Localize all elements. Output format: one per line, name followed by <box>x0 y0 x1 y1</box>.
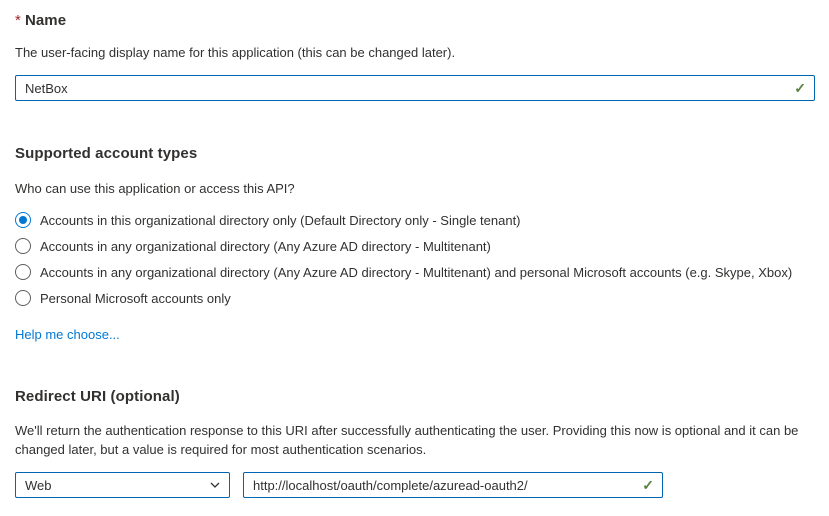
redirect-uri-input[interactable] <box>253 478 636 493</box>
radio-label: Accounts in any organizational directory (Any Azure AD directory - Multitenant) <box>40 238 491 254</box>
name-input-container <box>15 75 815 101</box>
radio-label: Personal Microsoft accounts only <box>40 290 231 306</box>
redirect-uri-title: Redirect URI (optional) <box>15 388 180 405</box>
help-me-choose-link[interactable]: Help me choose... <box>15 327 120 342</box>
valid-check-icon: ✓ <box>642 477 654 493</box>
platform-select[interactable] <box>15 472 230 498</box>
redirect-uri-input-container <box>243 472 663 498</box>
redirect-uri-description: We'll return the authentication response to this URI after successfully authenticating the user. Providing this now is optional and it can be changed later, but a value is required for most authentication scenarios. <box>15 423 799 457</box>
radio-label: Accounts in this organizational directory only (Default Directory only - Single tenant) <box>40 212 521 228</box>
account-types-question: Who can use this application or access this API? <box>15 181 295 196</box>
radio-button-icon[interactable] <box>15 212 31 228</box>
radio-multitenant-personal[interactable] <box>15 259 815 285</box>
name-field-label <box>15 12 815 29</box>
platform-select-value: Web <box>25 477 52 493</box>
radio-single-tenant[interactable] <box>15 207 815 233</box>
radio-button-icon[interactable] <box>15 290 31 306</box>
redirect-uri-row <box>15 472 815 498</box>
account-types-title: Supported account types <box>15 145 198 162</box>
name-input[interactable] <box>25 81 788 96</box>
account-types-radio-group <box>15 207 815 311</box>
required-asterisk: * <box>15 12 21 29</box>
radio-button-icon[interactable] <box>15 238 31 254</box>
name-label-text: Name <box>24 12 67 29</box>
radio-button-icon[interactable] <box>15 264 31 280</box>
radio-multitenant[interactable] <box>15 233 815 259</box>
chevron-down-icon <box>209 479 221 491</box>
radio-personal-only[interactable] <box>15 285 815 311</box>
name-field-description: The user-facing display name for this application (this can be changed later). <box>15 45 456 60</box>
valid-check-icon: ✓ <box>794 80 806 96</box>
radio-label: Accounts in any organizational directory (Any Azure AD directory - Multitenant) and personal Microsoft accounts (e.g. Skype, Xbox) <box>40 264 793 280</box>
